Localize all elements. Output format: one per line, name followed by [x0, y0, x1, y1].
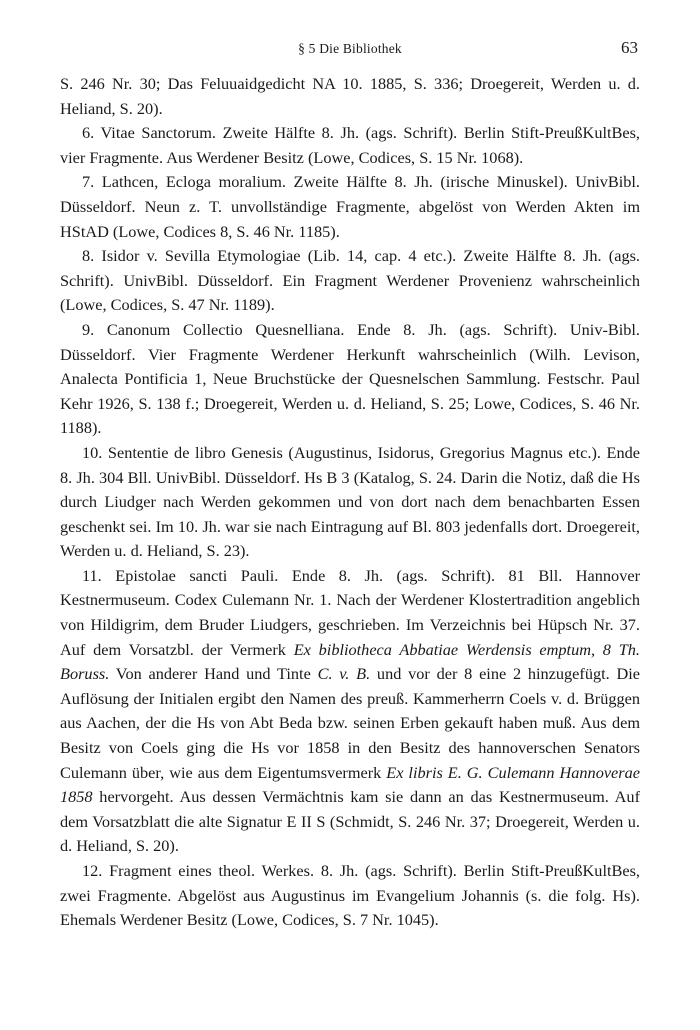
- italic-quotation: Ex libris E. G. Culemann Hannoverae 1858: [60, 762, 640, 807]
- italic-quotation: Ex bibliotheca Abbatiae Werdensis emptum, 8 Th. Boruss.: [60, 639, 640, 684]
- paragraph: [60, 441, 640, 564]
- text-run: hervorgeht. Aus dessen Vermächtnis kam sie dann an das Kestnermuseum. Auf dem Vorsatzblatt die alte Signatur E II S (Schmidt, S. 246 Nr. 37; Droegereit, Werden u. d. Heliand, S. 20).: [60, 787, 640, 856]
- paragraph: [60, 859, 640, 933]
- text-run: S. 246 Nr. 30; Das Feluuaidgedicht NA 10. 1885, S. 336; Droegereit, Werden u. d. Heliand, S. 20).: [60, 74, 640, 118]
- text-run: 12. Fragment eines theol. Werkes. 8. Jh. (ags. Schrift). Berlin Stift-PreußKultBes, zwei Fragmente. Abgelöst aus Augustinus im Evangelium Johannis (s. die folg. Hs). Ehemals Werdener Besitz (Lowe, Codices, S. 7 Nr. 1045).: [60, 861, 640, 930]
- running-head: [60, 38, 640, 64]
- text-run: 7. Lathcen, Ecloga moralium. Zweite Hälfte 8. Jh. (irische Minuskel). UnivBibl. Düsseldorf. Neun z. T. unvollständige Fragmente, abgelöst von Werden Akten im HStAD (Lowe, Codices 8, S. 46 Nr. 1185).: [60, 172, 640, 241]
- text-run: 9. Canonum Collectio Quesnelliana. Ende 8. Jh. (ags. Schrift). Univ-Bibl. Düsseldorf. Vier Fragmente Werdener Herkunft wahrscheinlich (Wilh. Levison, Analecta Pontificia 1, Neue Bruchstücke der Quesnelschen Sammlung. Festschr. Paul Kehr 1926, S. 138 f.; Droegereit, Werden u. d. Heliand, S. 25; Lowe, Codices, S. 46 Nr. 1188).: [60, 319, 640, 438]
- running-title: § 5 Die Bibliothek: [298, 41, 402, 56]
- text-run: 6. Vitae Sanctorum. Zweite Hälfte 8. Jh. (ags. Schrift). Berlin Stift-PreußKultBes, vier Fragmente. Aus Werdener Besitz (Lowe, Codices, S. 15 Nr. 1068).: [60, 123, 640, 167]
- text-run: 8. Isidor v. Sevilla Etymologiae (Lib. 14, cap. 4 etc.). Zweite Hälfte 8. Jh. (ags. Schrift). UnivBibl. Düsseldorf. Ein Fragment Werdener Provenienz wahrscheinlich (Lowe, Codices, S. 47 Nr. 1189).: [60, 246, 640, 315]
- paragraph: [60, 318, 640, 441]
- text-run: und vor der 8 eine 2 hinzugefügt. Die Auflösung der Initialen ergibt den Namen des preuß. Kammerherrn Coels v. d. Brüggen aus Aachen, der die Hs von Abt Beda bzw. seinen Erben gekauft haben muß. Aus dem Besitz von Coels ging die Hs vor 1858 in den Besitz des hannoverschen Senators Culemann über, wie aus dem Eigentumsvermerk: [60, 664, 640, 782]
- page-number: 63: [621, 38, 638, 57]
- body-text: [60, 72, 640, 933]
- text-run: Von anderer Hand und Tinte: [109, 664, 318, 684]
- paragraph: [60, 121, 640, 170]
- book-page: [60, 38, 640, 933]
- italic-quotation: C. v. B.: [317, 664, 371, 684]
- paragraph: [60, 564, 640, 859]
- paragraph: [60, 244, 640, 318]
- paragraph: [60, 170, 640, 244]
- text-run: 11. Epistolae sancti Pauli. Ende 8. Jh. (ags. Schrift). 81 Bll. Hannover Kestnermuseum. Codex Culemann Nr. 1. Nach der Werdener Klostertradition angeblich von Hildigrim, dem Bruder Liudgers, geschrieben. Im Verzeichnis bei Hüpsch Nr. 37. Auf dem Vorsatzbl. der Vermerk: [60, 565, 640, 659]
- paragraph: [60, 72, 640, 121]
- text-run: 10. Sententie de libro Genesis (Augustinus, Isidorus, Gregorius Magnus etc.). Ende 8. Jh. 304 Bll. UnivBibl. Düsseldorf. Hs B 3 (Katalog, S. 24. Darin die Notiz, daß die Hs durch Liudger nach Werden gekommen und von dort nach dem benachbarten Essen geschenkt sei. Im 10. Jh. war sie nach Eintragung auf Bl. 803 jedenfalls dort. Droegereit, Werden u. d. Heliand, S. 23).: [60, 442, 640, 561]
